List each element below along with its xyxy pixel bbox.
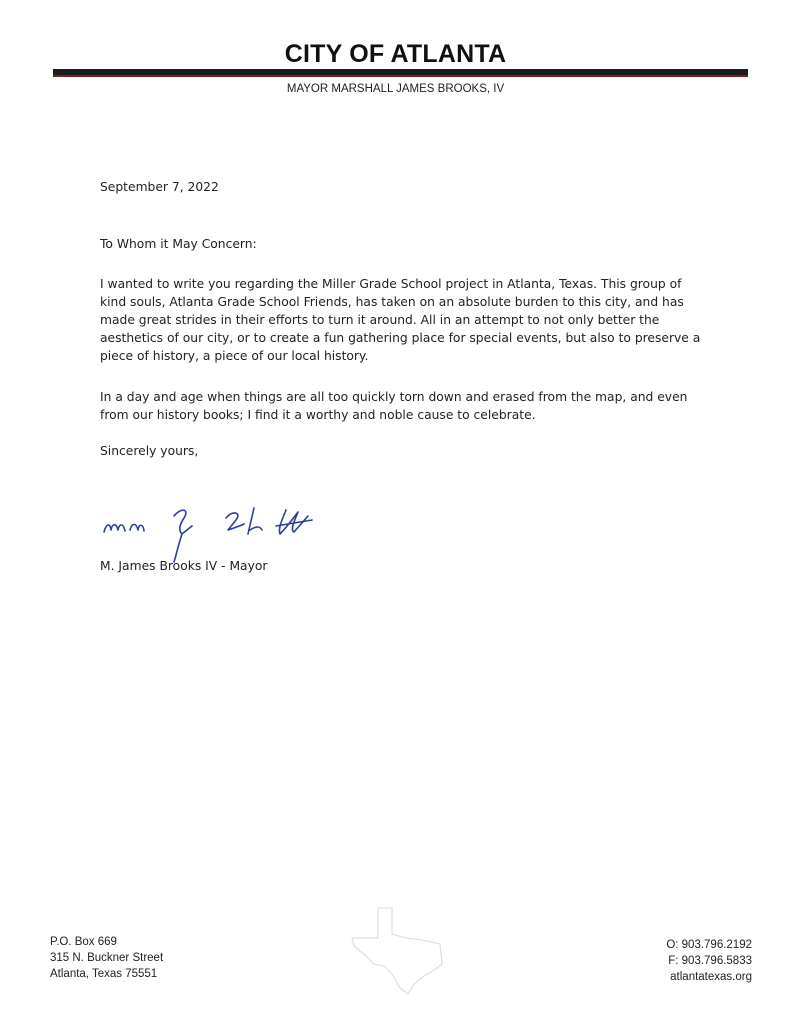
footer-po-box: P.O. Box 669 [50, 936, 117, 948]
footer-contact [666, 937, 752, 985]
footer-address [50, 934, 163, 982]
footer-fax: F: 903.796.5833 [668, 955, 752, 967]
letter-salutation: To Whom it May Concern: [100, 237, 257, 251]
letter-date: September 7, 2022 [100, 180, 219, 194]
signer-name: M. James Brooks IV - Mayor [100, 559, 268, 573]
footer-city-state-zip: Atlanta, Texas 75551 [50, 968, 158, 980]
texas-outline-watermark [348, 904, 448, 996]
footer-office-phone: O: 903.796.2192 [666, 939, 752, 951]
letter-paragraph-1: I wanted to write you regarding the Miller Grade School project in Atlanta, Texas. This group of kind souls, Atlanta Grade School Friends, has taken on an absolute burden to this city, and has made great strides in their efforts to turn it around. All in an attempt to not only better the aesthetics of our city, or to create a fun gathering place for special events, but also to preserve a piece of history, a piece of our local history. [100, 277, 701, 363]
footer-website[interactable]: atlantatexas.org [670, 971, 752, 983]
letter-paragraph-2: In a day and age when things are all too quickly torn down and erased from the map, and even from our history books; I find it a worthy and noble cause to celebrate. [100, 390, 688, 422]
footer-street: 315 N. Buckner Street [50, 952, 164, 964]
letterhead-title: CITY OF ATLANTA [284, 40, 507, 68]
letterhead-rule [53, 69, 748, 77]
mayor-line: MAYOR MARSHALL JAMES BROOKS, IV [286, 83, 505, 95]
letter-closing: Sincerely yours, [100, 444, 199, 458]
